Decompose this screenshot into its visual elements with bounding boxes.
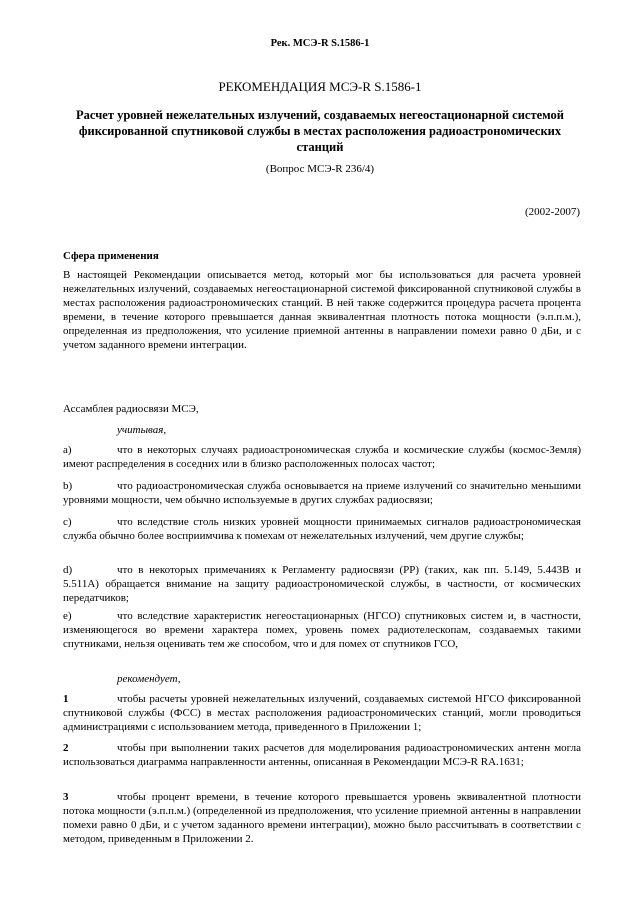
recommends-heading: рекомендует,	[117, 673, 181, 685]
item-text: что радиоастрономическая служба основывается на приеме излучений со значительно меньшими уровнями мощности, чем обычно используемые в других службах радиосвязи;	[63, 480, 581, 506]
item-text: чтобы при выполнении таких расчетов для моделирования радиоастрономических антенн могла использоваться диаграмма направленности антенны, описанная в Рекомендации МСЭ-R RA.1631;	[63, 742, 581, 768]
item-text: что вследствие характеристик негеостационарных (НГСО) спутниковых систем и, в частности, изменяющегося во времени характера помех, уровень помех радиотелескопам, создаваемых такими спутниками, нельзя оценивать тем же способом, что и для помех от спутников ГСО,	[63, 610, 581, 650]
item-text: что в некоторых случаях радиоастрономическая служба и космические службы (космос-Земля) имеют распределения в соседних или в близко расположенных полосах частот;	[63, 444, 581, 470]
considering-item-b	[63, 479, 581, 507]
page-title: Расчет уровней нежелательных излучений, создаваемых негеостационарной системой фиксированной спутниковой службы в местах расположения радиоастрономических станций	[76, 108, 564, 154]
recommends-item-2	[63, 741, 581, 769]
considering-item-c	[63, 515, 581, 543]
scope-heading: Сфера применения	[63, 250, 159, 262]
assembly-line: Ассамблея радиосвязи МСЭ,	[63, 403, 199, 415]
item-label: b)	[63, 480, 73, 492]
question-reference: (Вопрос МСЭ-R 236/4)	[265, 163, 375, 175]
item-label: a)	[63, 444, 72, 456]
item-label: c)	[63, 516, 72, 528]
item-text: что в некоторых примечаниях к Регламенту радиосвязи (РР) (таких, как пп. 5.149, 5.443B и 5.511A) обращается внимание на защиту радиоастрономической службы, в частности, от космических передатчиков;	[63, 564, 581, 604]
recommends-item-3	[63, 790, 581, 846]
considering-item-a	[63, 443, 581, 471]
item-label: e)	[63, 610, 72, 622]
recommendation-number: РЕКОМЕНДАЦИЯ МСЭ-R S.1586-1	[218, 79, 422, 94]
years-label: (2002-2007)	[525, 206, 580, 218]
item-text: чтобы процент времени, в течение которого превышается уровень эквивалентной плотности потока мощности (э.п.п.м.) (определенной из предположения, что усиление приемной антенны в направлении помехи равно 0 дБи, и с учетом заданного времени интеграции), можно было рассчитывать в соответствии с методом, приведенным в Приложении 2.	[63, 791, 581, 845]
running-header: Рек. МСЭ-R S.1586-1	[270, 38, 370, 49]
item-label: d)	[63, 564, 73, 576]
item-number: 1	[63, 693, 69, 705]
item-number: 2	[63, 742, 69, 754]
scope-text: В настоящей Рекомендации описывается метод, который мог бы использоваться для расчета уровней нежелательных излучений, создаваемых негеостационарной системой фиксированной спутниковой службы в местах расположения радиоастрономических станций. В ней также содержится процедура расчета процента времени, в течение которого превышается данная эквивалентная плотность потока мощности (э.п.п.м.), определенная из предположения, что усиление приемной антенны в направлении помехи равно 0 дБи, и с учетом заданного времени интеграции.	[63, 269, 581, 351]
recommends-item-1	[63, 692, 581, 734]
considering-heading: учитывая,	[117, 424, 167, 436]
item-text: чтобы расчеты уровней нежелательных излучений, создаваемых системой НГСО фиксированной спутниковой службы (ФСС) в местах расположения радиоастрономических станций, могли проводиться администрациями с использованием метода, приведенного в Приложении 1;	[63, 693, 581, 733]
considering-item-e	[63, 609, 581, 651]
considering-item-d	[63, 563, 581, 605]
item-text: что вследствие столь низких уровней мощности принимаемых сигналов радиоастрономическая служба обычно более восприимчива к помехам от нежелательных излучений, чем другие службы;	[63, 516, 581, 542]
item-number: 3	[63, 791, 69, 803]
